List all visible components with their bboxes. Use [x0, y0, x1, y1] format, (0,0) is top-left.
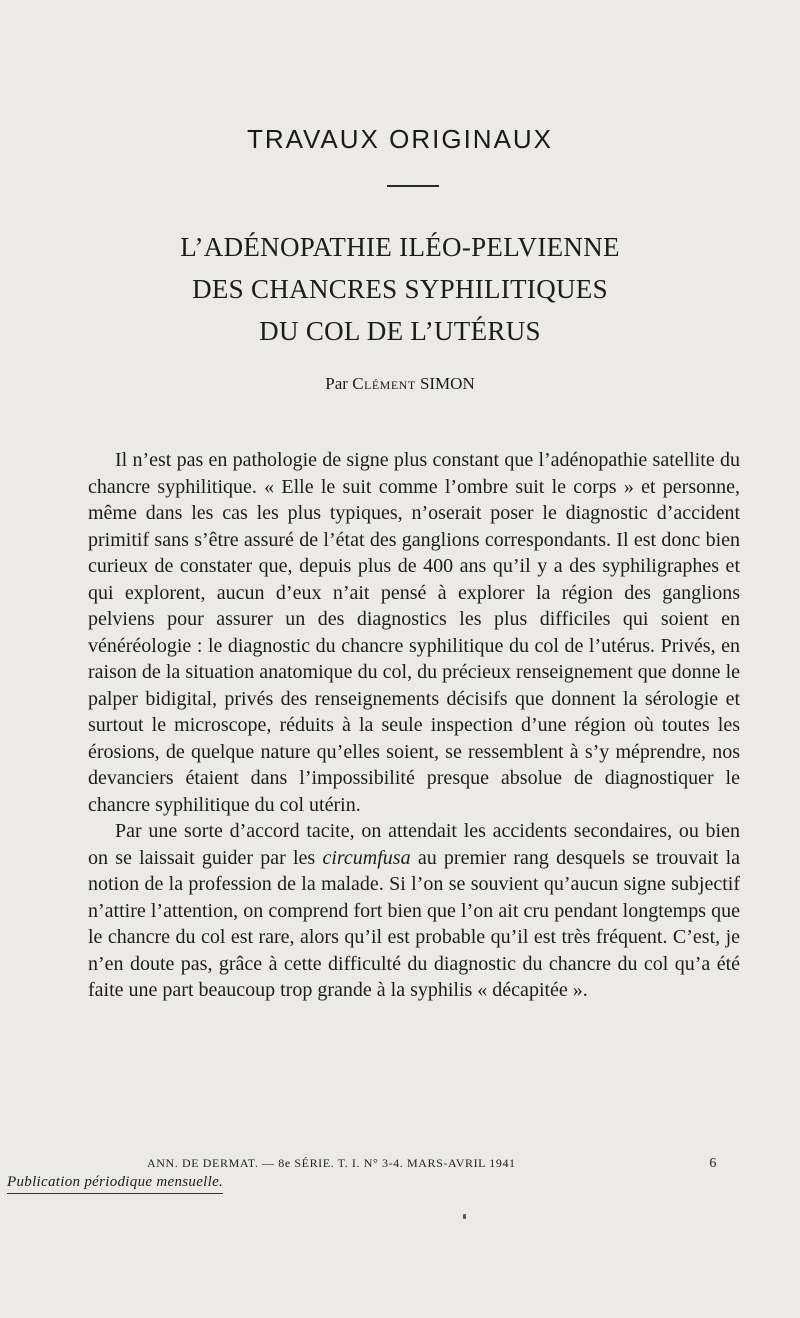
author-first-name: Clément	[352, 374, 416, 393]
page-number: 6	[709, 1156, 717, 1171]
paragraph-2	[88, 818, 740, 1004]
article-title-line-3: DU COL DE L’UTÉRUS	[259, 316, 541, 346]
title-divider	[387, 185, 439, 187]
journal-citation	[147, 1156, 717, 1171]
byline	[0, 374, 800, 394]
publication-note: Publication périodique mensuelle.	[7, 1174, 223, 1194]
article-title	[0, 226, 800, 352]
author-last-name: SIMON	[419, 374, 475, 393]
paragraph-2-text-after: au premier rang desquels se trouvait la notion de la profession de la malade. Si l’on se souvient qu’aucun signe subjectif n’attire l’attention, on comprend fort bien que l’on ait cru pendant longtemps que le chancre du col est rare, alors qu’il est probable qu’il est très fréquent. C’est, je n’en doute pas, grâce à cette difficulté du diagnostic du chancre du col qu’a été faite une part beaucoup trop grande à la syphilis « décapitée ».	[88, 846, 740, 1001]
article-title-line-1: L’ADÉNOPATHIE ILÉO-PELVIENNE	[180, 232, 620, 262]
byline-prefix: Par	[325, 374, 348, 393]
paragraph-2-text-before: Par une sorte d’accord tacite, on attendait les accidents secondaires, ou bien on se laissait guider par les	[88, 820, 740, 869]
citation-text: ANN. DE DERMAT. — 8e SÉRIE. T. I. N° 3-4. MARS-AVRIL 1941	[147, 1156, 516, 1170]
print-speck	[463, 1214, 466, 1219]
paragraph-1: Il n’est pas en pathologie de signe plus constant que l’adénopathie satellite du chancre syphilitique. « Elle le suit comme l’ombre suit le corps » et personne, même dans les cas les plus typiques, n’oserait poser le diagnostic d’accident primitif sans s’être assuré de l’état des ganglions correspondants. Il est donc bien curieux de constater que, depuis plus de 400 ans qu’il y a des syphiligraphes et qui explorent, aucun d’eux n’ait pensé à explorer la région des ganglions pelviens pour assurer un des diagnostics les plus difficiles qui soient en vénéréologie : le diagnostic du chancre syphilitique du col de l’utérus. Privés, en raison de la situation anatomique du col, du précieux renseignement que donne le palper bidigital, privés des renseignements décisifs que donnent la sérologie et surtout le microscope, réduits à la seule inspection d’une région où toutes les érosions, de quelque nature qu’elles soient, se ressemblent à s’y méprendre, nos devanciers étaient dans l’impossibilité presque absolue de diagnostiquer le chancre syphilitique du col utérin.	[88, 449, 740, 816]
section-title: TRAVAUX ORIGINAUX	[246, 124, 554, 154]
article-body	[88, 447, 740, 1004]
article-title-line-2: DES CHANCRES SYPHILITIQUES	[192, 274, 608, 304]
paragraph-2-italic-term: circumfusa	[322, 846, 411, 869]
